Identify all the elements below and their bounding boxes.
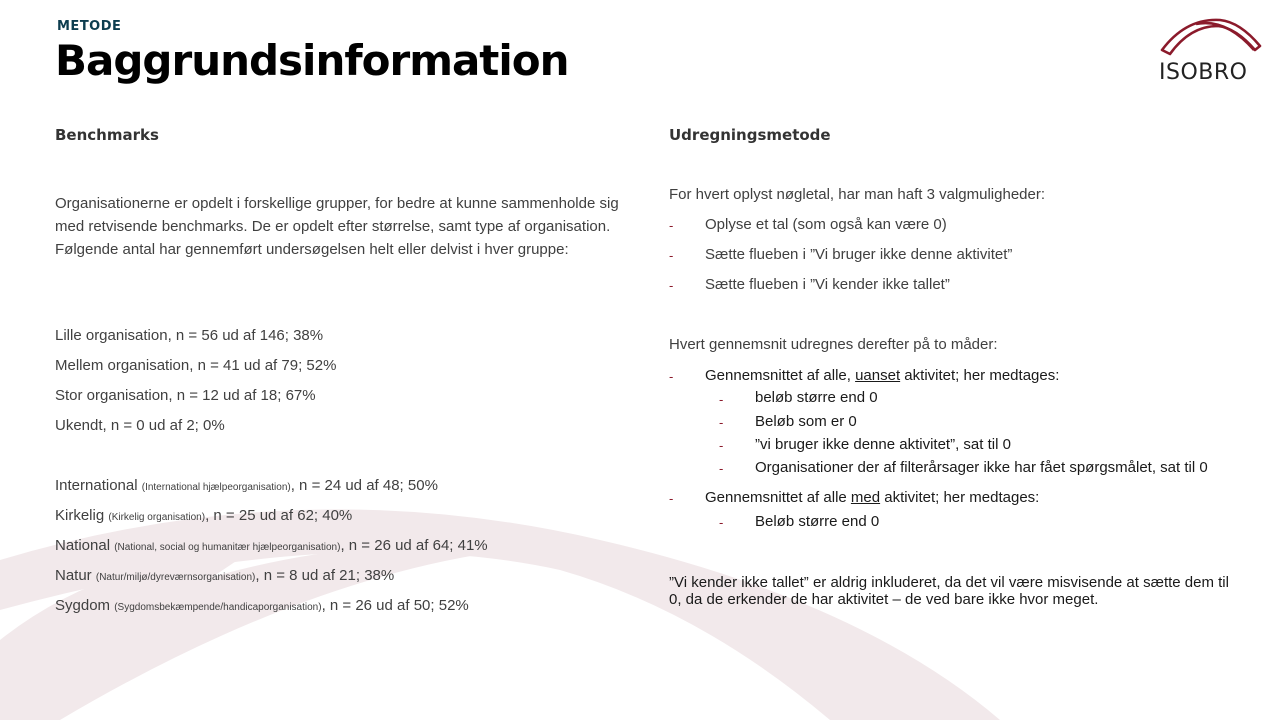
type-group-name: International [55, 477, 138, 494]
type-group-desc: (Kirkelig organisation) [108, 512, 206, 523]
method-1-item: ”vi bruger ikke denne aktivitet”, sat til 0 [755, 436, 1011, 453]
dash-bullet-icon: - [669, 278, 674, 293]
logo-text: ISOBRO [1159, 60, 1248, 85]
method-1-item: Organisationer der af filterårsager ikke har fået spørgsmålet, sat til 0 [755, 459, 1208, 476]
type-group-stat: , n = 26 ud af 50; 52% [321, 597, 469, 614]
dash-bullet-icon: - [669, 218, 674, 233]
type-group-stat: , n = 24 ud af 48; 50% [290, 477, 438, 494]
options-intro: For hvert oplyst nøgletal, har man haft 3 valgmuligheder: [669, 186, 1046, 203]
type-group-item [55, 477, 438, 494]
type-group-item [55, 537, 488, 554]
dash-bullet-icon: - [719, 392, 724, 407]
methods-intro: Hvert gennemsnit udregnes derefter på to måder: [669, 336, 998, 353]
type-group-name: Natur [55, 567, 92, 584]
method-2-post: aktivitet; her medtages: [880, 489, 1040, 506]
type-group-desc: (International hjælpeorganisation) [141, 482, 291, 493]
type-group-desc: (Natur/miljø/dyreværnsorganisation) [95, 572, 256, 583]
type-group-stat: , n = 26 ud af 64; 41% [340, 537, 488, 554]
size-group-item: Stor organisation, n = 12 ud af 18; 67% [55, 387, 316, 404]
method-1-pre: Gennemsnittet af alle, [705, 367, 856, 384]
method-2-pre: Gennemsnittet af alle [705, 489, 851, 506]
method-2-item: Beløb større end 0 [755, 513, 880, 530]
method-1-item: Beløb som er 0 [755, 413, 857, 430]
benchmarks-intro: Organisationerne er opdelt i forskellige grupper, for bedre at kunne sammenholde sig med retvisende benchmarks. De er opdelt efter størrelse, samt type af organisation. Følgende antal har gennemført undersøgelsen helt eller delvist i hver gruppe: [55, 195, 619, 258]
type-group-name: National [55, 537, 111, 554]
isobro-arch-icon [1156, 14, 1268, 60]
type-group-stat: , n = 25 ud af 62; 40% [205, 507, 353, 524]
method-2 [705, 489, 1039, 506]
type-group-desc: (Sygdomsbekæmpende/handicaporganisation) [114, 602, 322, 613]
type-group-item [55, 597, 469, 614]
method-1-post: aktivitet; her medtages: [900, 367, 1060, 384]
size-group-item: Mellem organisation, n = 41 ud af 79; 52% [55, 357, 337, 374]
size-group-item: Ukendt, n = 0 ud af 2; 0% [55, 417, 225, 434]
type-group-item [55, 507, 352, 524]
type-group-desc: (National, social og humanitær hjælpeorganisation) [114, 542, 341, 553]
note-text: ”Vi kender ikke tallet” er aldrig inkluderet, da det vil være misvisende at sætte dem til 0, da de erkender de har aktivitet – de ved bare ikke hvor meget. [669, 574, 1229, 608]
dash-bullet-icon: - [669, 369, 674, 384]
benchmarks-heading: Benchmarks [55, 126, 159, 144]
type-group-name: Sygdom [55, 597, 111, 614]
option-item: Sætte flueben i ”Vi bruger ikke denne aktivitet” [705, 246, 1013, 263]
dash-bullet-icon: - [719, 438, 724, 453]
size-group-item: Lille organisation, n = 56 ud af 146; 38% [55, 327, 324, 344]
type-group-name: Kirkelig [55, 507, 105, 524]
type-group-stat: , n = 8 ud af 21; 38% [255, 567, 395, 584]
dash-bullet-icon: - [719, 515, 724, 530]
option-item: Oplyse et tal (som også kan være 0) [705, 216, 947, 233]
page-title: Baggrundsinformation [55, 36, 569, 85]
method-2-emphasis: med [850, 489, 881, 506]
type-group-item [55, 567, 394, 584]
method-1 [705, 367, 1059, 384]
dash-bullet-icon: - [669, 248, 674, 263]
dash-bullet-icon: - [719, 461, 724, 476]
method-1-emphasis: uanset [855, 367, 901, 384]
method-heading: Udregningsmetode [669, 126, 831, 144]
dash-bullet-icon: - [669, 491, 674, 506]
dash-bullet-icon: - [719, 415, 724, 430]
method-1-item: beløb større end 0 [755, 389, 878, 406]
option-item: Sætte flueben i ”Vi kender ikke tallet” [705, 276, 950, 293]
section-kicker: METODE [57, 19, 122, 34]
